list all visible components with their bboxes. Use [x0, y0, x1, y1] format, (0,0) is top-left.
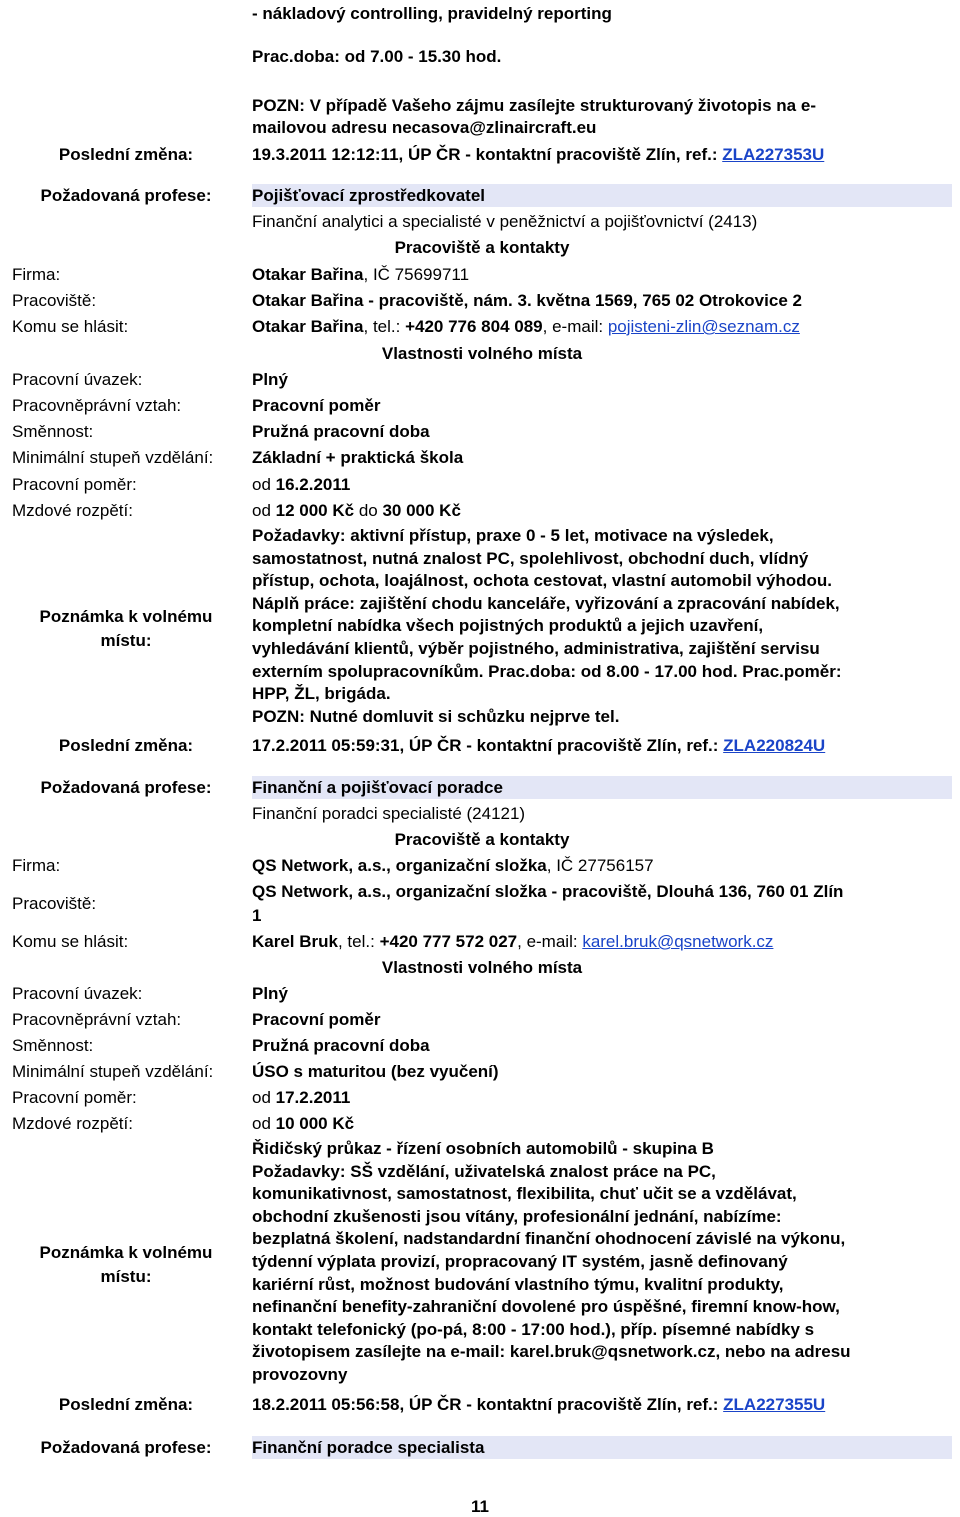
salary-label: Mzdové rozpětí: [12, 1114, 133, 1133]
salary-value: od 12 000 Kč do 30 000 Kč [252, 501, 461, 520]
section-vacancy-props: Vlastnosti volného místa [381, 958, 583, 977]
note-line: POZN: Nutné domluvit si schůzku nejprve tel. [252, 706, 620, 726]
relation-label: Pracovněprávní vztah: [12, 1010, 182, 1029]
firm-label: Firma: [12, 856, 61, 875]
salary-label: Mzdové rozpětí: [12, 501, 133, 520]
top-line-2: Prac.doba: od 7.00 - 15.30 hod. [252, 47, 502, 66]
note-line: přístup, ochota, loajálnost, ochota cestovat, vlastní automobil výhodou. [252, 571, 832, 591]
note-line: HPP, ŽL, brigáda. [252, 684, 391, 704]
email-link[interactable]: pojisteni-zlin@seznam.cz [607, 317, 800, 336]
shifts-value: Pružná pracovní doba [252, 1036, 430, 1055]
email-link[interactable]: karel.bruk@qsnetwork.cz [582, 932, 774, 951]
last-change-value: 18.2.2011 05:56:58, ÚP ČR - kontaktní pracoviště Zlín, ref.: ZLA227355U [252, 1395, 826, 1414]
top-line-3: POZN: V případě Vašeho zájmu zasílejte strukturovaný životopis na e- [252, 96, 816, 115]
shifts-label: Směnnost: [12, 1036, 94, 1055]
workplace-value-line-2: 1 [252, 906, 262, 925]
note-line: kariérní růst, možnost budování vlastního týmu, kvalitní produkty, [252, 1274, 784, 1294]
note-label-line-2: místu: [100, 1267, 152, 1286]
education-value: Základní + praktická škola [252, 448, 464, 467]
firm-value: Otakar Bařina, IČ 75699711 [252, 265, 470, 284]
profession-value: Finanční a pojišťovací poradce [252, 778, 503, 797]
workplace-label: Pracoviště: [12, 894, 97, 913]
shifts-value: Pružná pracovní doba [252, 422, 430, 441]
contact-value: Otakar Bařina, tel.: +420 776 804 089, e-mail: pojisteni-zlin@seznam.cz [252, 317, 800, 336]
note-line: samostatnost, nutná znalost PC, spolehlivost, obchodní duch, vlídný [252, 548, 809, 568]
note-line: komunikativnost, samostatnost, flexibilita, chuť učit se a vzdělávat, [252, 1184, 797, 1204]
classification: Finanční poradci specialisté (24121) [252, 804, 526, 823]
last-change-value: 17.2.2011 05:59:31, ÚP ČR - kontaktní pracoviště Zlín, ref.: ZLA220824U [252, 736, 826, 755]
top-line-4: mailovou adresu necasova@zlinaircraft.eu [252, 118, 597, 137]
workload-value: Plný [252, 370, 288, 389]
ref-link[interactable]: ZLA227355U [723, 1395, 826, 1414]
workload-label: Pracovní úvazek: [12, 984, 143, 1003]
note-text [252, 1138, 952, 1387]
employment-value: od 16.2.2011 [252, 475, 351, 494]
note-line: týdenní výplata provizí, propracovaný IT systém, jasně definovaný [252, 1251, 788, 1271]
note-line: kontakt telefonický (po-pá, 8:00 - 17:00 hod.), příp. písemné nabídky s [252, 1319, 815, 1339]
ref-link[interactable]: ZLA227353U [722, 145, 825, 164]
profession-label: Požadovaná profese: [40, 186, 212, 205]
note-line: Řidičský průkaz - řízení osobních automobilů - skupina B [252, 1139, 714, 1158]
shifts-label: Směnnost: [12, 422, 94, 441]
last-change-label: Poslední změna: [58, 1395, 194, 1414]
firm-label: Firma: [12, 265, 61, 284]
section-vacancy-props: Vlastnosti volného místa [381, 344, 583, 363]
education-value: ÚSO s maturitou (bez vyučení) [252, 1062, 499, 1081]
profession-value: Pojišťovací zprostředkovatel [252, 186, 486, 205]
note-label-line-2: místu: [100, 631, 152, 650]
note-line: Náplň práce: zajištění chodu kanceláře, vyřizování a zpracování nabídek, [252, 593, 840, 613]
section-workplace-contacts: Pracoviště a kontakty [394, 830, 570, 849]
note-text [252, 525, 952, 728]
profession-value: Finanční poradce specialista [252, 1438, 485, 1457]
note-line: Požadavky: SŠ vzdělání, uživatelská znalost práce na PC, [252, 1161, 716, 1181]
workplace-label: Pracoviště: [12, 291, 97, 310]
salary-value: od 10 000 Kč [252, 1114, 355, 1133]
classification: Finanční analytici a specialisté v peněžnictví a pojišťovnictví (2413) [252, 212, 758, 231]
last-change-label: Poslední změna: [58, 736, 194, 755]
relation-label: Pracovněprávní vztah: [12, 396, 182, 415]
employment-label: Pracovní poměr: [12, 475, 137, 494]
note-line: provozovny [252, 1364, 348, 1384]
firm-value: QS Network, a.s., organizační složka, IČ 27756157 [252, 856, 654, 875]
contact-value: Karel Bruk, tel.: +420 777 572 027, e-mail: karel.bruk@qsnetwork.cz [252, 932, 774, 951]
note-line: vyhledávání klientů, výběr pojistného, administrativa, zajištění servisu [252, 638, 820, 658]
last-change-label: Poslední změna: [58, 145, 194, 164]
ref-link[interactable]: ZLA220824U [723, 736, 826, 755]
top-line-1: - nákladový controlling, pravidelný reporting [252, 4, 612, 23]
employment-label: Pracovní poměr: [12, 1088, 137, 1107]
section-workplace-contacts: Pracoviště a kontakty [394, 238, 570, 257]
relation-value: Pracovní poměr [252, 396, 381, 415]
page-number: 11 [471, 1497, 489, 1516]
workload-value: Plný [252, 984, 288, 1003]
note-label-line-1: Poznámka k volnému [39, 607, 213, 626]
workload-label: Pracovní úvazek: [12, 370, 143, 389]
note-line: obchodní zkušenosti jsou vítány, profesionální jednání, nabízíme: [252, 1206, 782, 1226]
note-line: bezplatná školení, nadstandardní finanční ohodnocení závislé na výkonu, [252, 1229, 846, 1249]
education-label: Minimální stupeň vzdělání: [12, 448, 214, 467]
contact-label: Komu se hlásit: [12, 317, 129, 336]
note-label-line-1: Poznámka k volnému [39, 1243, 213, 1262]
contact-label: Komu se hlásit: [12, 932, 129, 951]
profession-label: Požadovaná profese: [40, 778, 212, 797]
workplace-value: Otakar Bařina - pracoviště, nám. 3. května 1569, 765 02 Otrokovice 2 [252, 291, 802, 310]
note-line: Požadavky: aktivní přístup, praxe 0 - 5 let, motivace na výsledek, [252, 526, 774, 545]
employment-value: od 17.2.2011 [252, 1088, 351, 1107]
education-label: Minimální stupeň vzdělání: [12, 1062, 214, 1081]
profession-label: Požadovaná profese: [40, 1438, 212, 1457]
note-line: kompletní nabídka všech pojistných produktů a jejich uzavření, [252, 616, 764, 636]
note-line: externím spolupracovníkům. Prac.doba: od 8.00 - 17.00 hod. Prac.poměr: [252, 661, 842, 681]
note-line: nefinanční benefity-zahraniční dovolené pro úspěšné, firemní know-how, [252, 1297, 840, 1317]
relation-value: Pracovní poměr [252, 1010, 381, 1029]
note-line: životopisem zasílejte na e-mail: karel.bruk@qsnetwork.cz, nebo na adresu [252, 1342, 851, 1362]
workplace-value-line-1: QS Network, a.s., organizační složka - pracoviště, Dlouhá 136, 760 01 Zlín [252, 882, 844, 901]
last-change-value: 19.3.2011 12:12:11, ÚP ČR - kontaktní pracoviště Zlín, ref.: ZLA227353U [252, 145, 825, 164]
